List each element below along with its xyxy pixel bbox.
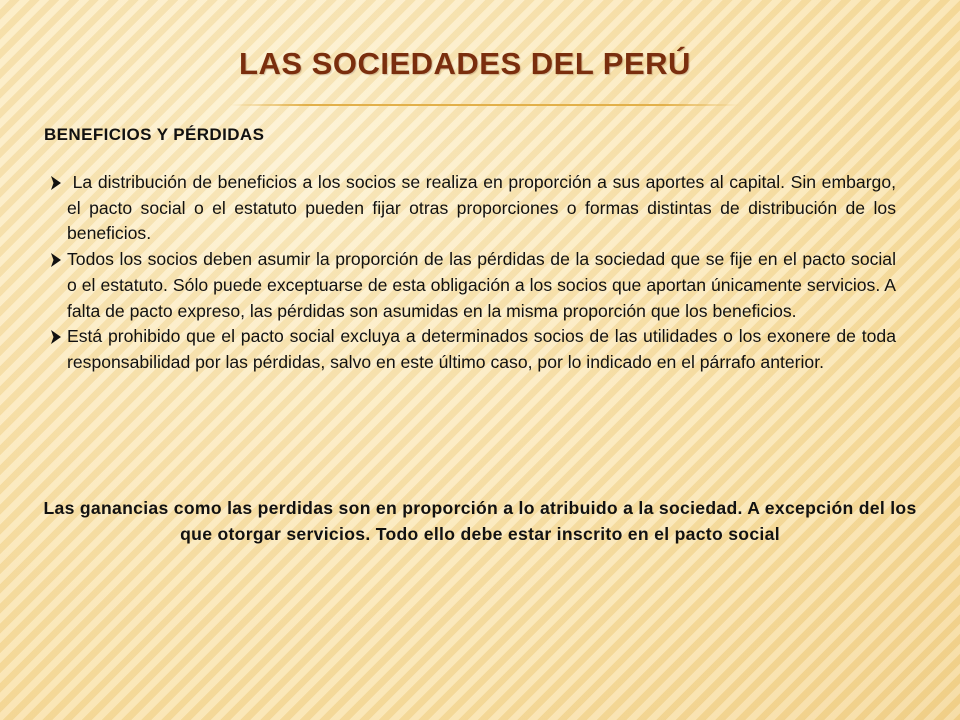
bullet-text: La distribución de beneficios a los socios se realiza en proporción a sus aportes al capital. Sin embargo, el pacto social o el estatuto pueden fijar otras proporciones o formas distintas de distribución de los beneficios. [67,172,901,244]
bullet-item [44,170,901,247]
bullet-item [44,324,896,375]
summary-text: Las ganancias como las perdidas son en proporción a lo atribuido a la sociedad. A excepción del los que otorgar servicios. Todo ello debe estar inscrito en el pacto social [43,498,917,544]
bullet-list [44,170,901,376]
title-divider [230,104,740,106]
bullet-item [44,247,896,324]
arrow-bullet-icon [50,325,62,349]
arrow-bullet-icon [50,171,62,195]
bullet-text: Está prohibido que el pacto social excluya a determinados socios de las utilidades o los exonere de toda responsabilidad por las pérdidas, salvo en este último caso, por lo indicado en el párrafo anterior. [67,326,896,372]
slide-title: LAS SOCIEDADES DEL PERÚ [239,46,691,81]
bullet-text: Todos los socios deben asumir la proporción de las pérdidas de la sociedad que se fije en el pacto social o el estatuto. Sólo puede exceptuarse de esta obligación a los socios que aportan únicamente servicios. A falta de pacto expreso, las pérdidas son asumidas en la misma proporción que los beneficios. [67,249,896,321]
arrow-bullet-icon [50,248,62,272]
section-subtitle: BENEFICIOS Y PÉRDIDAS [44,125,265,144]
